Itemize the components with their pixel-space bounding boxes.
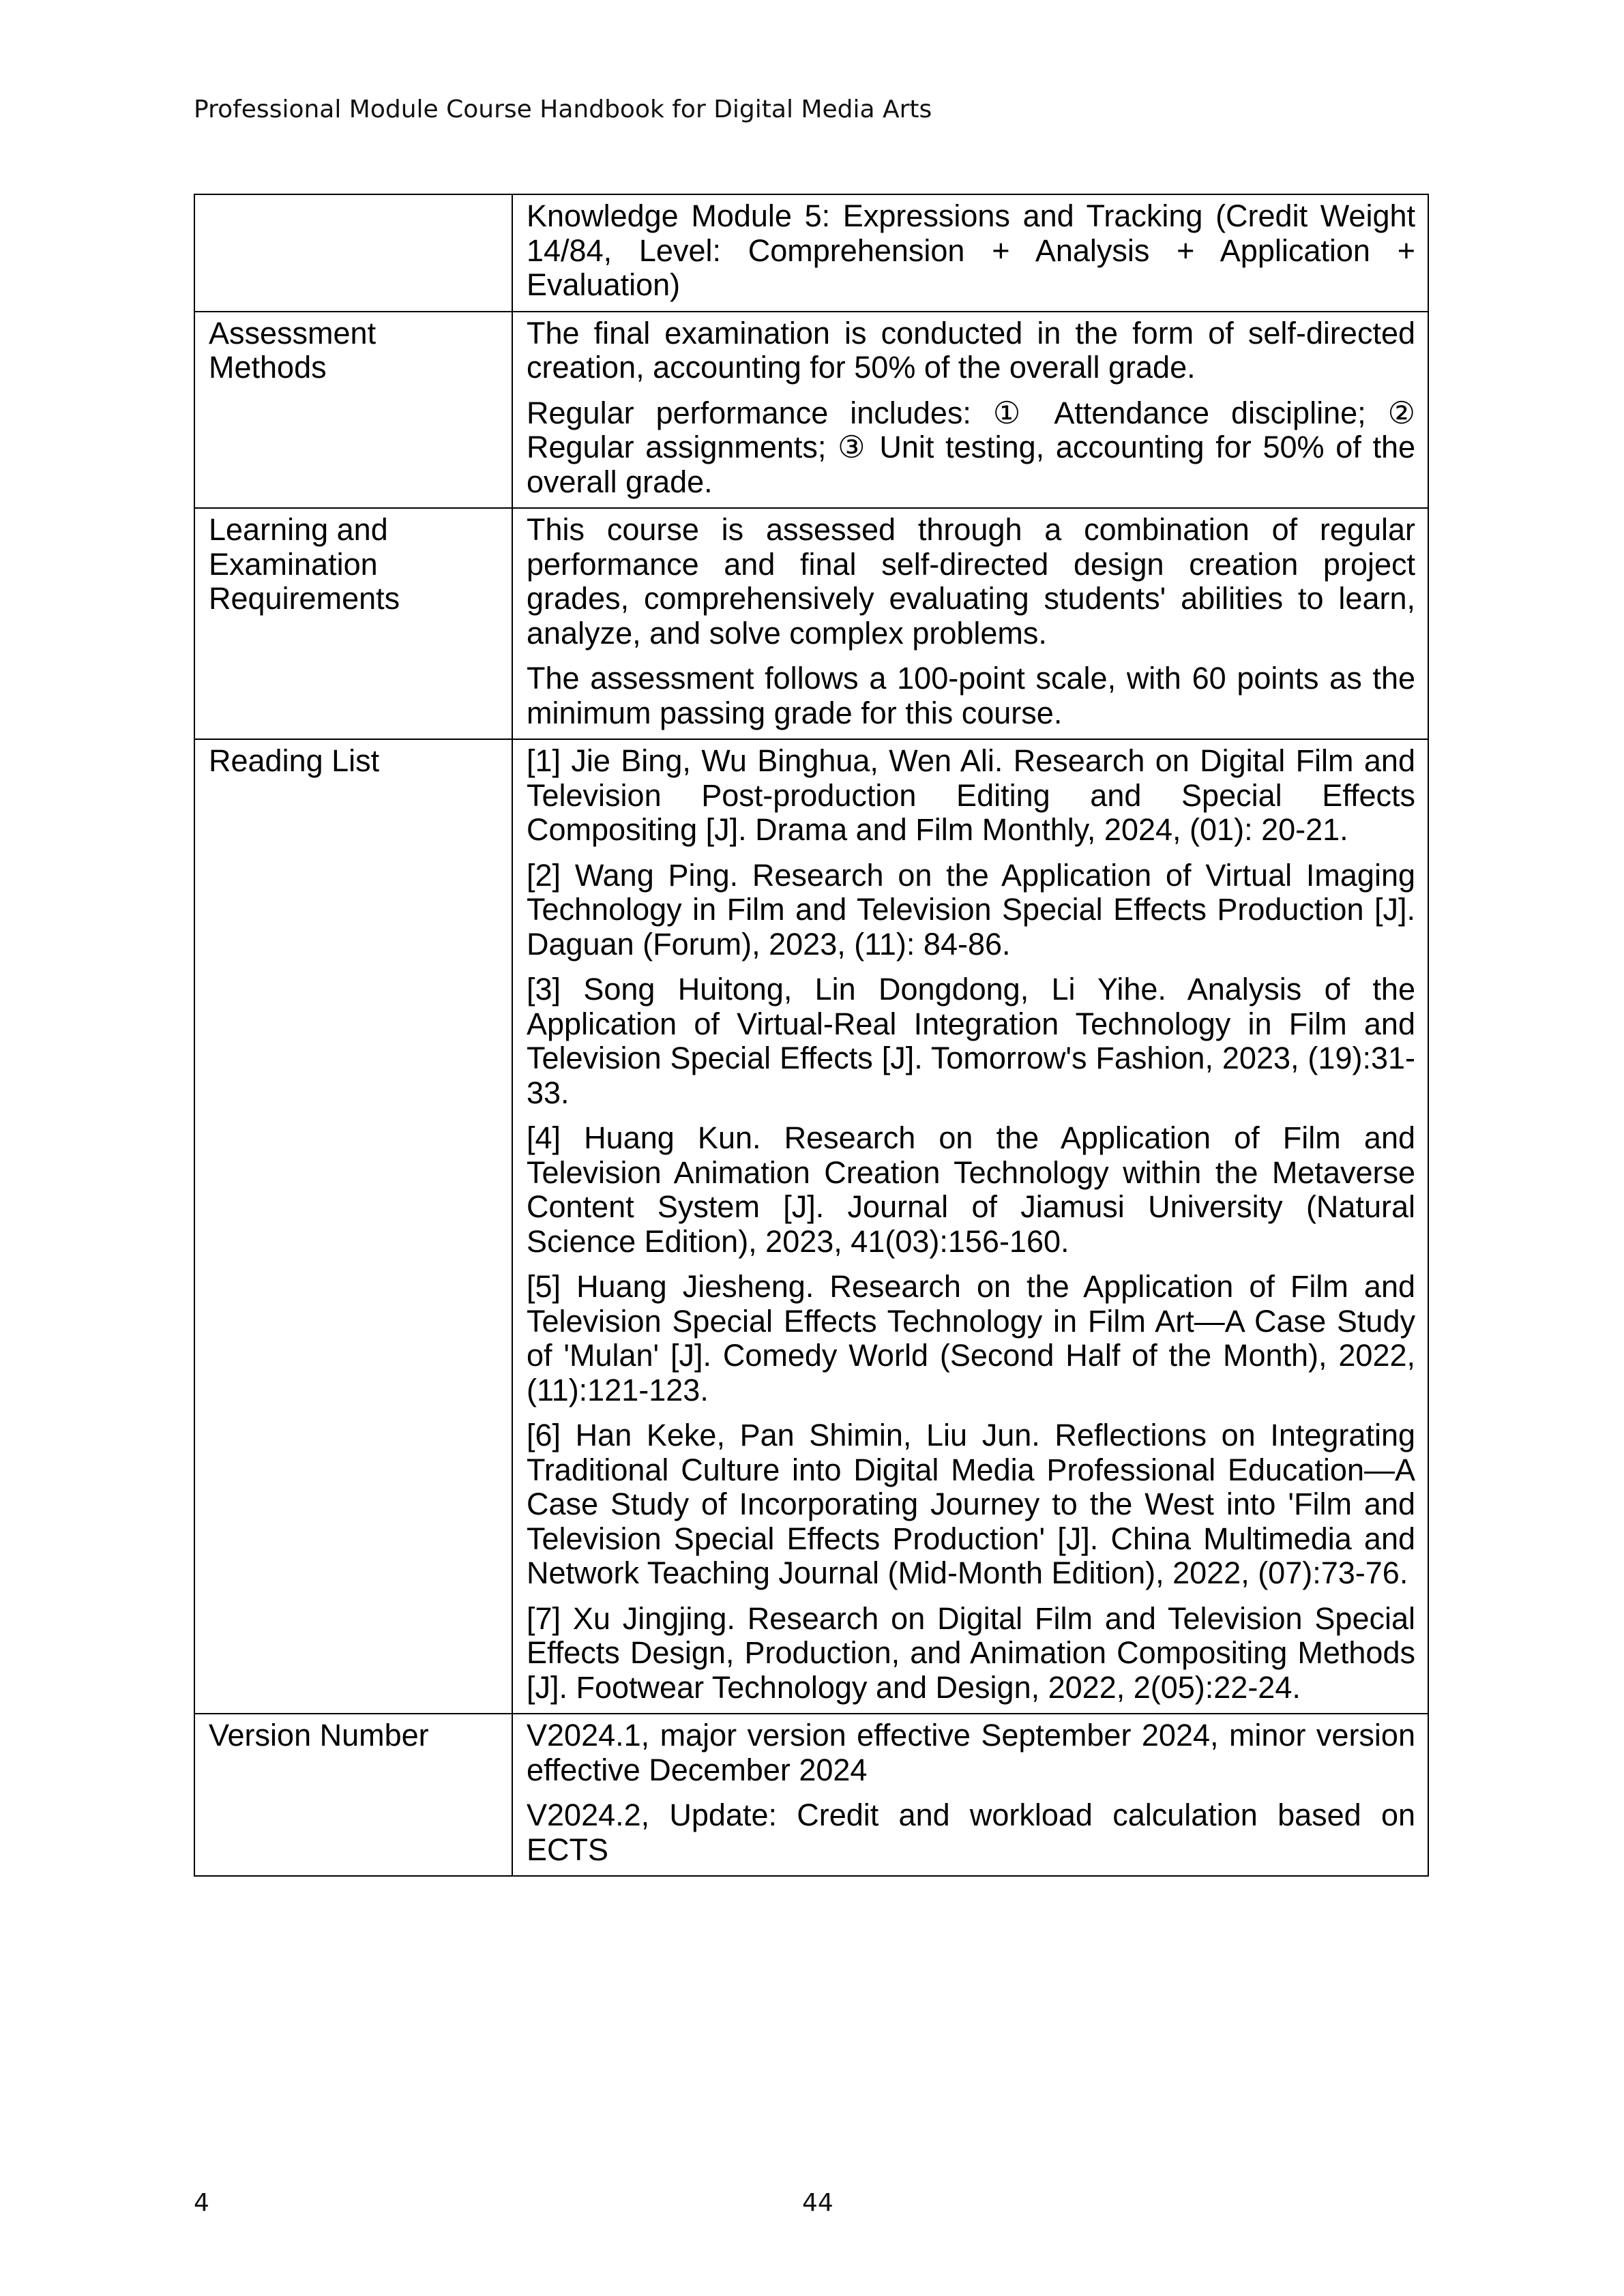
- content-paragraph: Regular performance includes: ① Attendance discipline; ② Regular assignments; ③ Unit testing, accounting for 50% of the overall grade.: [527, 395, 1415, 499]
- row-label: Assessment Methods: [194, 312, 512, 509]
- row-content: [512, 194, 1428, 312]
- reading-list-entry: [7] Xu Jingjing. Research on Digital Film and Television Special Effects Design, Production, and Animation Compositing Methods [J]. Footwear Technology and Design, 2022, 2(05):22-24.: [527, 1600, 1415, 1705]
- row-label: [194, 194, 512, 312]
- table-row: [194, 194, 1428, 312]
- content-paragraph: The assessment follows a 100-point scale, with 60 points as the minimum passing grade for this course.: [527, 661, 1415, 730]
- reading-list-entry: [4] Huang Kun. Research on the Application of Film and Television Animation Creation Technology within the Metaverse Content System [J]. Journal of Jiamusi University (Natural Science Edition), 2023, 41(03):156-160.: [527, 1120, 1415, 1259]
- content-paragraph: V2024.2, Update: Credit and workload calculation based on ECTS: [527, 1798, 1415, 1867]
- row-label: Reading List: [194, 739, 512, 1714]
- content-paragraph: V2024.1, major version effective September 2024, minor version effective December 2024: [527, 1718, 1415, 1787]
- row-label: Version Number: [194, 1714, 512, 1876]
- content-paragraph: Knowledge Module 5: Expressions and Tracking (Credit Weight 14/84, Level: Comprehension + Analysis + Application + Evaluation): [527, 198, 1415, 302]
- table-row: [194, 739, 1428, 1714]
- content-paragraph: The final examination is conducted in the form of self-directed creation, accounting for 50% of the overall grade.: [527, 315, 1415, 385]
- page-number: 44: [802, 2189, 833, 2217]
- running-header: Professional Module Course Handbook for Digital Media Arts: [194, 95, 932, 123]
- reading-list-entry: [5] Huang Jiesheng. Research on the Application of Film and Television Special Effects Technology in Film Art—A Case Study of 'Mulan' [J]. Comedy World (Second Half of the Month), 2022, (11):121-123.: [527, 1269, 1415, 1407]
- reading-list-entry: [1] Jie Bing, Wu Binghua, Wen Ali. Research on Digital Film and Television Post-production Editing and Special Effects Compositing [J]. Drama and Film Monthly, 2024, (01): 20-21.: [527, 743, 1415, 847]
- row-content: [512, 312, 1428, 509]
- table-row: [194, 312, 1428, 509]
- reading-list-entry: [2] Wang Ping. Research on the Application of Virtual Imaging Technology in Film and Television Special Effects Production [J]. Daguan (Forum), 2023, (11): 84-86.: [527, 857, 1415, 961]
- row-label: Learning and Examination Requirements: [194, 508, 512, 739]
- course-handbook-table: [194, 194, 1429, 1877]
- table-row: [194, 1714, 1428, 1876]
- reading-list-entry: [6] Han Keke, Pan Shimin, Liu Jun. Reflections on Integrating Traditional Culture into Digital Media Professional Education—A Case Study of Incorporating Journey to the West into 'Film and Television Special Effects Production' [J]. China Multimedia and Network Teaching Journal (Mid-Month Edition), 2022, (07):73-76.: [527, 1418, 1415, 1590]
- row-content: [512, 508, 1428, 739]
- content-paragraph: This course is assessed through a combination of regular performance and final self-directed design creation project grades, comprehensively evaluating students' abilities to learn, analyze, and solve complex problems.: [527, 512, 1415, 651]
- footer-left-number: 4: [194, 2189, 209, 2217]
- reading-list-entry: [3] Song Huitong, Lin Dongdong, Li Yihe. Analysis of the Application of Virtual-Real Integration Technology in Film and Television Special Effects [J]. Tomorrow's Fashion, 2023, (19):31-33.: [527, 972, 1415, 1110]
- row-content: [512, 739, 1428, 1714]
- table-row: [194, 508, 1428, 739]
- row-content: [512, 1714, 1428, 1876]
